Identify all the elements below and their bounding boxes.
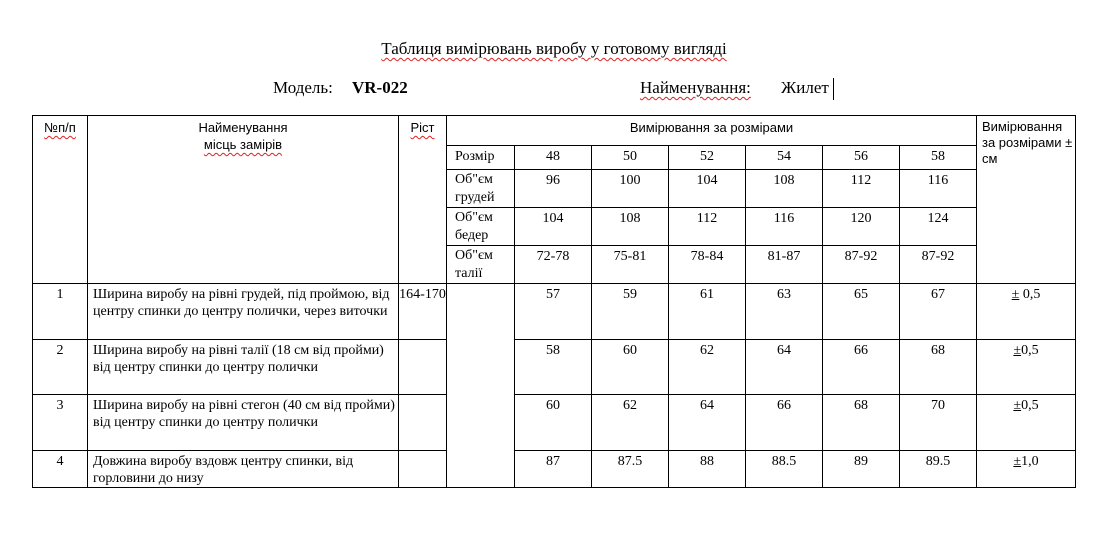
row-number: 3 — [33, 395, 88, 451]
chest-cell: 108 — [746, 170, 823, 208]
tolerance-cell: ± 0,5 — [977, 284, 1076, 340]
size-cell: 56 — [823, 146, 900, 170]
value-cell: 61 — [669, 284, 746, 340]
row-description: Ширина виробу на рівні грудей, під проймою, від центру спинки до центру полички, через виточки — [88, 284, 399, 340]
row-description: Довжина виробу вздовж центру спинки, від горловини до низу — [88, 451, 399, 488]
hips-cell: 108 — [592, 208, 669, 246]
chest-cell: 96 — [515, 170, 592, 208]
waist-label: Об"єм талії — [447, 246, 515, 284]
size-row-label: Розмір — [447, 146, 515, 170]
value-cell: 58 — [515, 340, 592, 395]
size-cell: 54 — [746, 146, 823, 170]
size-cell: 52 — [669, 146, 746, 170]
waist-cell: 87-92 — [900, 246, 977, 284]
title-text: Таблиця вимірювань виробу у готовому вигляді — [381, 39, 727, 58]
value-cell: 89 — [823, 451, 900, 488]
header-name: Найменування місць замірів — [88, 116, 399, 284]
value-cell: 60 — [592, 340, 669, 395]
waist-cell: 81-87 — [746, 246, 823, 284]
header-sizes-group: Вимірювання за розмірами — [447, 116, 977, 146]
value-cell: 65 — [823, 284, 900, 340]
row-number: 2 — [33, 340, 88, 395]
chest-cell: 112 — [823, 170, 900, 208]
waist-cell: 75-81 — [592, 246, 669, 284]
header-number: №п/п — [33, 116, 88, 284]
measurement-table — [32, 115, 1076, 488]
value-cell: 87 — [515, 451, 592, 488]
value-cell: 59 — [592, 284, 669, 340]
waist-cell: 87-92 — [823, 246, 900, 284]
value-cell: 88 — [669, 451, 746, 488]
tolerance-cell: ±0,5 — [977, 340, 1076, 395]
item-name-value[interactable]: Жилет — [781, 78, 829, 97]
tolerance-cell: ±0,5 — [977, 395, 1076, 451]
empty-cell — [399, 451, 447, 488]
tolerance-cell: ±1,0 — [977, 451, 1076, 488]
value-cell: 89.5 — [900, 451, 977, 488]
model-label: Модель: — [273, 78, 333, 97]
value-cell: 68 — [823, 395, 900, 451]
height-value: 164-170 — [399, 284, 447, 340]
hips-cell: 124 — [900, 208, 977, 246]
waist-cell: 72-78 — [515, 246, 592, 284]
text-cursor — [833, 78, 834, 100]
empty-cell — [399, 395, 447, 451]
row-description: Ширина виробу на рівні талії (18 см від пройми) від центру спинки до центру полички — [88, 340, 399, 395]
table-row — [33, 284, 1076, 340]
size-cell: 48 — [515, 146, 592, 170]
empty-cell — [399, 340, 447, 395]
value-cell: 67 — [900, 284, 977, 340]
value-cell: 70 — [900, 395, 977, 451]
hips-label: Об"єм бедер — [447, 208, 515, 246]
waist-cell: 78-84 — [669, 246, 746, 284]
value-cell: 62 — [669, 340, 746, 395]
table-row — [33, 395, 1076, 451]
value-cell: 64 — [746, 340, 823, 395]
hips-cell: 120 — [823, 208, 900, 246]
model-value: VR-022 — [352, 78, 408, 97]
value-cell: 87.5 — [592, 451, 669, 488]
document-title — [0, 39, 1108, 59]
hips-cell: 104 — [515, 208, 592, 246]
chest-label: Об"єм грудей — [447, 170, 515, 208]
value-cell: 66 — [746, 395, 823, 451]
hips-cell: 116 — [746, 208, 823, 246]
row-description: Ширина виробу на рівні стегон (40 см від пройми) від центру спинки до центру полички — [88, 395, 399, 451]
chest-cell: 116 — [900, 170, 977, 208]
value-cell: 64 — [669, 395, 746, 451]
value-cell: 68 — [900, 340, 977, 395]
row-number: 4 — [33, 451, 88, 488]
value-cell: 62 — [592, 395, 669, 451]
value-cell: 60 — [515, 395, 592, 451]
row-number: 1 — [33, 284, 88, 340]
header-tolerance: Вимірювання за розмірами ± см — [977, 116, 1076, 284]
table-row — [33, 451, 1076, 488]
value-cell: 66 — [823, 340, 900, 395]
size-cell: 58 — [900, 146, 977, 170]
model-line — [0, 78, 1108, 100]
chest-cell: 104 — [669, 170, 746, 208]
header-height: Ріст — [399, 116, 447, 284]
item-name-label: Найменування: — [640, 78, 751, 97]
table-row — [33, 340, 1076, 395]
empty-cell — [447, 284, 515, 488]
hips-cell: 112 — [669, 208, 746, 246]
value-cell: 63 — [746, 284, 823, 340]
value-cell: 88.5 — [746, 451, 823, 488]
chest-cell: 100 — [592, 170, 669, 208]
value-cell: 57 — [515, 284, 592, 340]
size-cell: 50 — [592, 146, 669, 170]
